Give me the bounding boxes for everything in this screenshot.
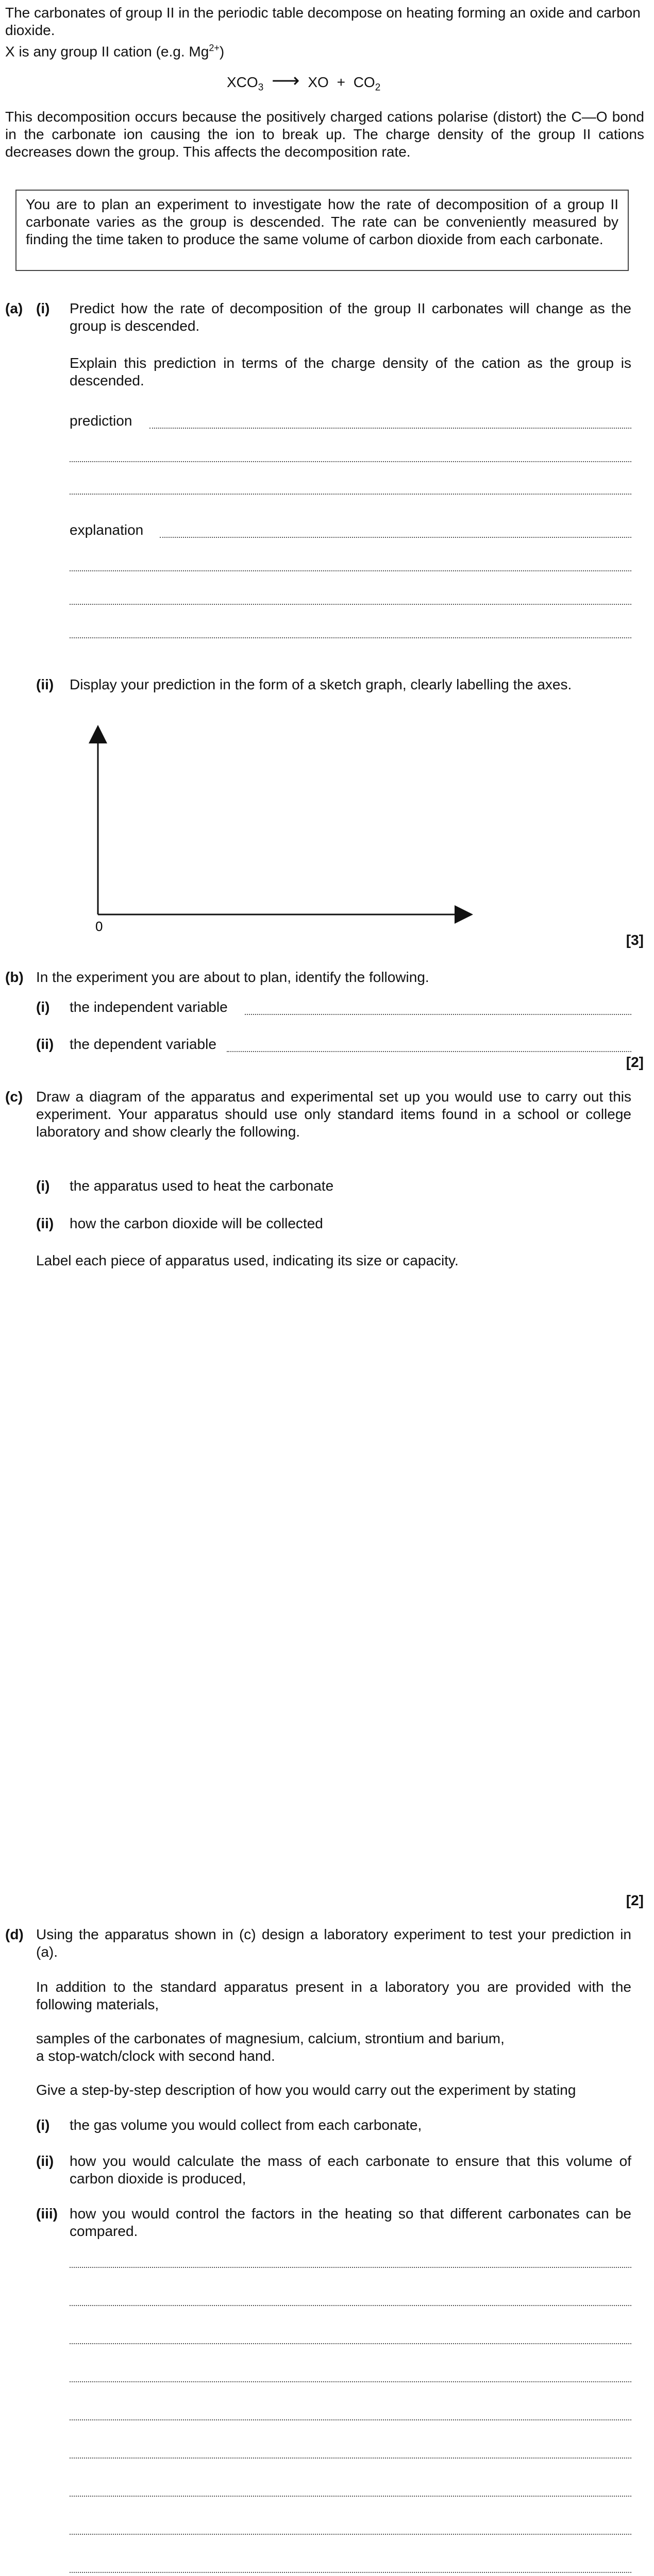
question-a-ii-label: (ii): [36, 676, 54, 692]
instruction-box: [15, 190, 629, 271]
question-d-text3: Give a step-by-step description of how you would carry out the experiment by stating: [36, 2082, 576, 2098]
eq-product2-sub: 2: [375, 82, 381, 93]
question-c-text: Draw a diagram of the apparatus and experimental set up you would use to carry out this experiment. Your apparatus should use only standard items found in a school or college laboratory and show clearly the following.: [36, 1089, 631, 1140]
graph-origin-label: 0: [95, 919, 103, 934]
eq-reactant: XCO: [227, 74, 258, 90]
eq-product2: CO: [353, 74, 375, 90]
question-d-label: (d): [5, 1926, 24, 1942]
answer-line-d-3[interactable]: [70, 2343, 631, 2344]
decomposition-equation: [227, 72, 380, 97]
answer-line-d-9[interactable]: [70, 2572, 631, 2573]
answer-line-d-8[interactable]: [70, 2534, 631, 2535]
question-c-ii-label: (ii): [36, 1215, 54, 1231]
materials-line-1: samples of the carbonates of magnesium, calcium, strontium and barium,: [36, 2030, 505, 2046]
prediction-line-3[interactable]: [70, 494, 631, 495]
explanation-label: explanation: [70, 522, 144, 538]
question-d-ii-text: how you would calculate the mass of each carbonate to ensure that this volume of carbon dioxide is produced,: [70, 2153, 631, 2187]
intro-line2-sup: 2+: [209, 43, 220, 53]
answer-line-d-4[interactable]: [70, 2381, 631, 2382]
question-d-text2: In addition to the standard apparatus present in a laboratory you are provided with the following materials,: [36, 1979, 631, 2012]
question-a-marks: [3]: [626, 932, 644, 948]
intro-line2: [5, 39, 644, 60]
answer-line-d-7[interactable]: [70, 2496, 631, 2497]
question-c-note: Label each piece of apparatus used, indicating its size or capacity.: [36, 1252, 459, 1268]
explanation-line-4[interactable]: [70, 637, 631, 638]
answer-line-d-2[interactable]: [70, 2305, 631, 2306]
question-a-i-label: (i): [36, 300, 50, 316]
explanation-line-2[interactable]: [70, 570, 631, 571]
question-c-marks: [2]: [626, 1892, 644, 1908]
explanation-line-3[interactable]: [70, 604, 631, 605]
question-d-text: Using the apparatus shown in (c) design a laboratory experiment to test your prediction in (a).: [36, 1926, 631, 1960]
question-a-ii-text: Display your prediction in the form of a sketch graph, clearly labelling the axes.: [70, 676, 572, 692]
answer-line-d-1[interactable]: [70, 2267, 631, 2268]
question-d-iii-label: (iii): [36, 2206, 58, 2222]
eq-arrow: ⟶: [272, 70, 300, 92]
answer-line-d-6[interactable]: [70, 2458, 631, 2459]
diagram-answer-space[interactable]: [36, 1278, 629, 1875]
materials-line-2: a stop-watch/clock with second hand.: [36, 2048, 275, 2064]
question-d-iii-text: how you would control the factors in the heating so that different carbonates can be compared.: [70, 2206, 631, 2239]
instruction-text: You are to plan an experiment to investigate how the rate of decomposition of a group II carbonate varies as the group is descended. The rate can be conveniently measured by finding the time taken to produce the same volume of carbon dioxide from each carbonate.: [26, 196, 618, 247]
question-a-i-text: Predict how the rate of decomposition of the group II carbonates will change as the group is descended.: [70, 300, 631, 334]
question-c-i-text: the apparatus used to heat the carbonate: [70, 1178, 334, 1194]
eq-product1: XO: [308, 74, 329, 90]
question-b-marks: [2]: [626, 1054, 644, 1070]
question-d-i-label: (i): [36, 2117, 50, 2133]
question-b-ii-label: (ii): [36, 1036, 54, 1052]
independent-variable-line[interactable]: [245, 1014, 631, 1015]
question-b-i-text: the independent variable: [70, 999, 228, 1015]
intro-line2-end: ): [219, 43, 225, 60]
explanation-line-1[interactable]: [160, 537, 631, 538]
question-c-i-label: (i): [36, 1178, 50, 1194]
intro-line1: The carbonates of group II in the periodic table decompose on heating forming an oxide and carbon dioxide.: [5, 5, 641, 38]
question-b-label: (b): [5, 969, 24, 985]
question-c-ii-text: how the carbon dioxide will be collected: [70, 1215, 323, 1231]
question-b-text: In the experiment you are about to plan, identify the following.: [36, 969, 429, 985]
question-b-ii-text: the dependent variable: [70, 1036, 216, 1052]
intro-paragraph: This decomposition occurs because the positively charged cations polarise (distort) the C—O bond in the carbonate ion causing the ion to break up. The charge density of the group II cations decreases down the group. This affects the decomposition rate.: [5, 109, 644, 160]
sketch-graph-axes[interactable]: [85, 724, 477, 940]
eq-plus: +: [337, 74, 345, 90]
prediction-line-1[interactable]: [149, 428, 631, 429]
prediction-line-2[interactable]: [70, 461, 631, 462]
question-d-i-text: the gas volume you would collect from each carbonate,: [70, 2117, 422, 2133]
question-c-label: (c): [5, 1089, 23, 1105]
question-a-label: (a): [5, 300, 23, 316]
answer-line-d-5[interactable]: [70, 2419, 631, 2420]
question-b-i-label: (i): [36, 999, 50, 1015]
eq-reactant-sub: 3: [258, 82, 264, 93]
question-d-ii-label: (ii): [36, 2153, 54, 2169]
dependent-variable-line[interactable]: [227, 1051, 631, 1052]
intro-line2-text: X is any group II cation (e.g. Mg: [5, 43, 209, 60]
question-a-i-text2: Explain this prediction in terms of the charge density of the cation as the group is descended.: [70, 355, 631, 388]
prediction-label: prediction: [70, 413, 132, 429]
